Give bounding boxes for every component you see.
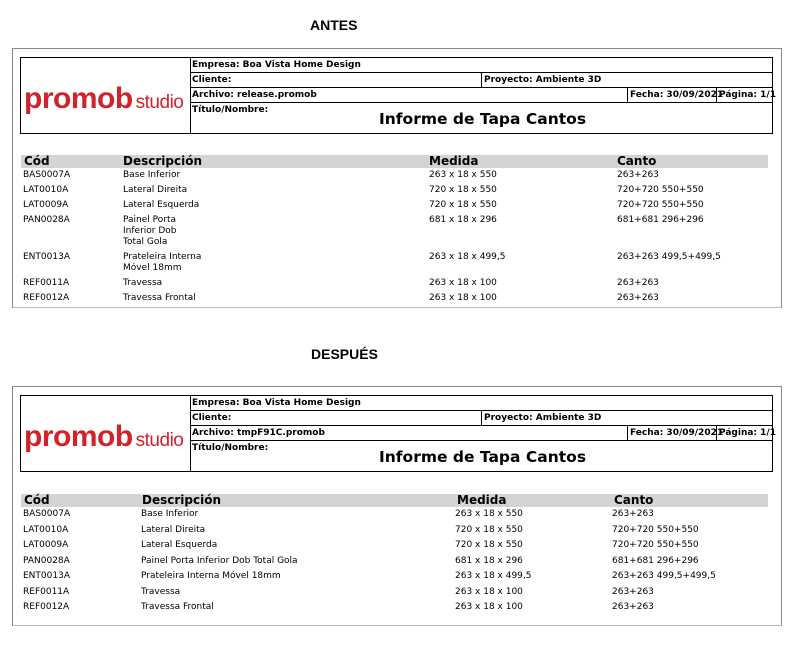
cell-medida: 263 x 18 x 499,5 <box>429 252 506 262</box>
cell-canto: 681+681 296+296 <box>617 215 704 225</box>
cell-medida: 263 x 18 x 550 <box>429 170 497 180</box>
cliente-label: Cliente: <box>192 413 232 423</box>
col-medida: Medida <box>429 154 479 168</box>
table-row <box>23 602 768 613</box>
cell-canto: 720+720 550+550 <box>612 524 699 535</box>
table-row <box>23 215 768 248</box>
empresa-row <box>190 396 772 411</box>
cell-descripcion: Prateleira Interna <box>123 252 202 262</box>
cell-medida: 720 x 18 x 550 <box>455 540 523 550</box>
report-title: Informe de Tapa Cantos <box>379 110 587 128</box>
cell-descripcion: Lateral Direita <box>141 524 206 535</box>
after-heading: DESPUÉS <box>311 346 378 362</box>
cliente-label: Cliente: <box>192 75 232 85</box>
cell-canto: 263+263 <box>612 602 654 612</box>
table-row <box>23 571 768 582</box>
cell-canto: 263+263 <box>617 278 659 288</box>
col-cod: Cód <box>24 493 50 507</box>
promob-logo <box>24 82 183 116</box>
after-logo-cell <box>21 396 191 471</box>
cell-descripcion: Travessa <box>141 586 181 597</box>
cell-canto: 720+720 550+550 <box>612 540 699 550</box>
before-logo-cell <box>21 58 191 133</box>
cell-canto: 263+263 <box>612 509 654 519</box>
table-row <box>23 185 768 196</box>
cell-cod: REF0012A <box>23 293 70 303</box>
table-row <box>23 252 768 274</box>
pagina-label: Página: 1/1 <box>716 426 776 440</box>
cell-medida: 263 x 18 x 550 <box>455 509 523 519</box>
cell-cod: ENT0013A <box>23 252 70 262</box>
cell-canto: 720+720 550+550 <box>617 185 704 195</box>
before-report-header <box>20 57 776 134</box>
cell-descripcion: Painel Porta Inferior Dob Total Gola <box>141 555 298 566</box>
empresa-label: Empresa: Boa Vista Home Design <box>192 60 361 70</box>
cell-descripcion: Total Gola <box>123 237 168 247</box>
proyecto-label: Proyecto: Ambiente 3D <box>481 411 601 425</box>
cliente-row <box>190 411 772 426</box>
cell-cod: PAN0028A <box>23 555 70 566</box>
table-row <box>23 540 768 551</box>
cell-descripcion: Lateral Esquerda <box>123 200 200 210</box>
cell-cod: BAS0007A <box>23 170 71 180</box>
before-heading: ANTES <box>310 17 358 33</box>
cell-descripcion: Inferior Dob <box>123 226 177 236</box>
logo-brand: promob <box>24 420 133 453</box>
before-report <box>12 48 782 308</box>
col-medida: Medida <box>457 493 507 507</box>
cell-cod: REF0011A <box>23 278 70 288</box>
cell-cod: ENT0013A <box>23 571 70 581</box>
archivo-label: Archivo: tmpF91C.promob <box>192 428 325 438</box>
report-title: Informe de Tapa Cantos <box>379 448 587 466</box>
cell-canto: 681+681 296+296 <box>612 555 699 566</box>
cell-cod: LAT0009A <box>23 540 69 550</box>
col-canto: Canto <box>617 154 657 168</box>
cell-cod: REF0012A <box>23 602 70 612</box>
table-row <box>23 278 768 289</box>
col-descripcion: Descripción <box>123 154 202 168</box>
logo-sub: studio <box>135 92 184 113</box>
cell-descripcion: Prateleira Interna Móvel 18mm <box>141 571 281 581</box>
cell-descripcion: Móvel 18mm <box>123 263 182 273</box>
cell-descripcion: Travessa Frontal <box>141 602 214 612</box>
cell-cod: PAN0028A <box>23 215 70 225</box>
cell-canto: 263+263 <box>617 293 659 303</box>
titulo-label: Título/Nombre: <box>192 105 269 115</box>
cell-descripcion: Lateral Esquerda <box>141 540 218 550</box>
cell-medida: 263 x 18 x 100 <box>429 278 497 288</box>
cell-descripcion: Base Inferior <box>141 509 199 519</box>
cell-medida: 720 x 18 x 550 <box>429 185 497 195</box>
cell-cod: LAT0009A <box>23 200 69 210</box>
col-cod: Cód <box>24 154 50 168</box>
logo-sub: studio <box>135 430 184 451</box>
promob-logo <box>24 420 183 454</box>
after-table-header <box>21 494 768 507</box>
cell-cod: LAT0010A <box>23 524 69 535</box>
cell-descripcion: Base Inferior <box>123 170 181 180</box>
cell-cod: REF0011A <box>23 586 70 597</box>
table-row <box>23 200 768 211</box>
cell-cod: LAT0010A <box>23 185 69 195</box>
cell-medida: 263 x 18 x 100 <box>455 602 523 612</box>
titulo-label: Título/Nombre: <box>192 443 269 453</box>
after-report <box>12 386 782 626</box>
cell-canto: 263+263 <box>617 170 659 180</box>
cell-descripcion: Lateral Direita <box>123 185 188 195</box>
cell-medida: 263 x 18 x 499,5 <box>455 571 532 581</box>
table-row <box>23 170 768 181</box>
cell-medida: 263 x 18 x 100 <box>429 293 497 303</box>
table-row <box>23 525 768 536</box>
cell-canto: 720+720 550+550 <box>617 200 704 210</box>
table-row <box>23 556 768 567</box>
cliente-row <box>190 73 772 88</box>
before-table-header <box>21 155 768 168</box>
cell-canto: 263+263 499,5+499,5 <box>612 571 716 581</box>
cell-medida: 720 x 18 x 550 <box>429 200 497 210</box>
cell-descripcion: Painel Porta <box>123 215 176 225</box>
cell-descripcion: Travessa <box>123 278 163 288</box>
proyecto-label: Proyecto: Ambiente 3D <box>481 73 601 87</box>
col-descripcion: Descripción <box>142 493 221 507</box>
table-row <box>23 509 768 520</box>
fecha-label: Fecha: 30/09/2021 <box>627 88 723 102</box>
cell-medida: 263 x 18 x 100 <box>455 586 523 597</box>
archivo-row <box>190 88 776 103</box>
cell-medida: 681 x 18 x 296 <box>455 555 523 566</box>
fecha-label: Fecha: 30/09/2021 <box>627 426 723 440</box>
cell-canto: 263+263 499,5+499,5 <box>617 252 721 262</box>
table-row <box>23 587 768 598</box>
after-report-header <box>20 395 776 472</box>
empresa-label: Empresa: Boa Vista Home Design <box>192 398 361 408</box>
logo-brand: promob <box>24 82 133 115</box>
cell-descripcion: Travessa Frontal <box>123 293 196 303</box>
empresa-row <box>190 58 772 73</box>
archivo-row <box>190 426 776 441</box>
archivo-label: Archivo: release.promob <box>192 90 317 100</box>
col-canto: Canto <box>614 493 654 507</box>
cell-medida: 681 x 18 x 296 <box>429 215 497 225</box>
cell-canto: 263+263 <box>612 586 654 597</box>
cell-medida: 720 x 18 x 550 <box>455 524 523 535</box>
table-row <box>23 293 768 304</box>
cell-cod: BAS0007A <box>23 509 71 519</box>
pagina-label: Página: 1/1 <box>716 88 776 102</box>
